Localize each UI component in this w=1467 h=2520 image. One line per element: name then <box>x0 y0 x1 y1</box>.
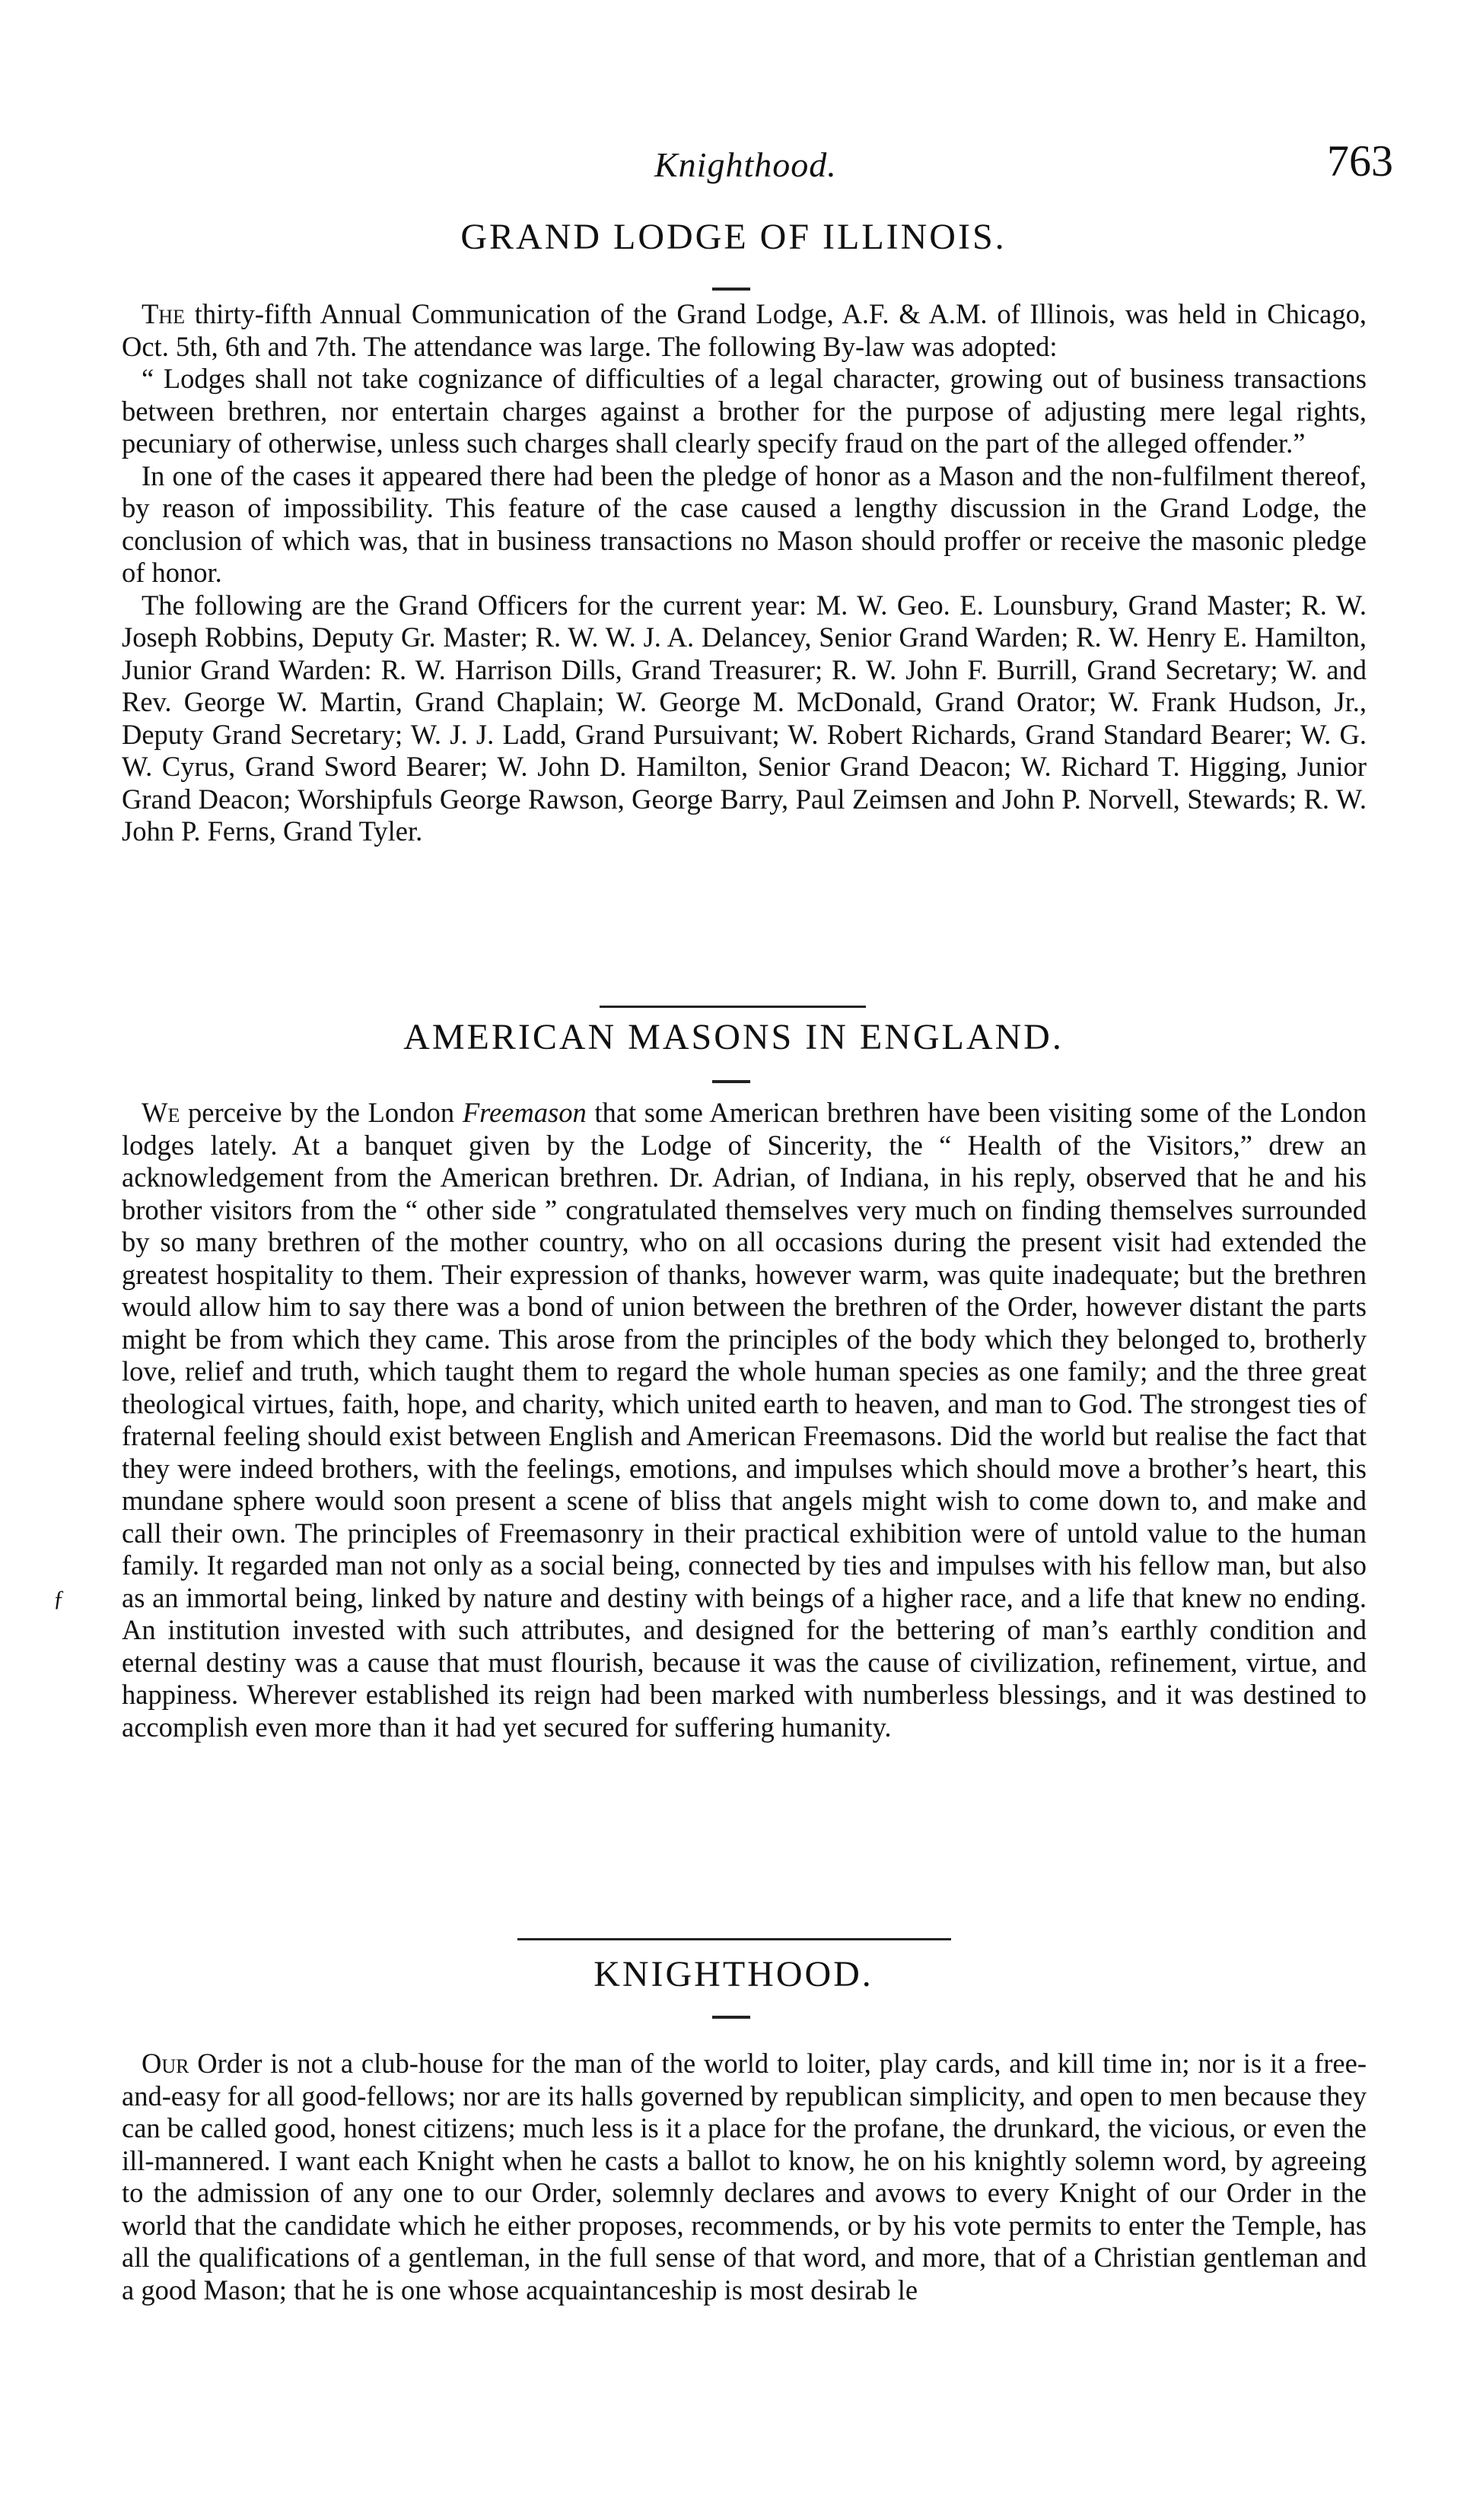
margin-mark: ƒ <box>53 1586 65 1611</box>
paragraph: “ Lodges shall not take cognizance of difficulties of a legal character, growing out of business transactions between brethren, nor entertain charges against a brother for the purpose of adjusting mere legal rights, pecuniary of otherwise, unless such charges shall clearly specify fraud on the part of the alleged offender.” <box>122 363 1367 459</box>
paragraph: In one of the cases it appeared there had been the pledge of honor as a Mason and the non-fulfilment thereof, by reason of impossibility. This feature of the case caused a lengthy discussion in the Grand Lodge, the conclusion of which was, that in business transactions no Mason should proffer or receive the masonic pledge of honor. <box>122 459 1367 588</box>
paragraph: The thirty-fifth Annual Communication of the Grand Lodge, A.F. & A.M. of Illinois, was held in Chicago, Oct. 5th, 6th and 7th. The attendance was large. The following By-law was adopted: <box>122 298 1367 362</box>
page-number: 763 <box>1327 136 1393 186</box>
section-heading-american-masons: AMERICAN MASONS IN ENGLAND. <box>403 1017 1064 1057</box>
paragraph: Our Order is not a club-house for the man of the world to loiter, play cards, and kill time in; nor is it a free-and-easy for all good-fellows; nor are its halls governed by republican simplicity, and open to men because they can be called good, honest citizens; much less is it a place for the profane, the drunkard, the vicious, or even the ill-mannered. I want each Knight when he casts a ballot to know, he on his knightly solemn word, by agreeing to the admission of any one to our Order, solemnly declares and avows to every Knight of our Order in the world that the candidate which he either proposes, recommends, or by his vote permits to enter the Temple, has all the qualifications of a gentleman, in the full sense of that word, and more, that of a Christian gentleman and a good Mason; that he is one whose acquaintanceship is most desirab le <box>122 2048 1367 2305</box>
heading-dash <box>712 288 750 291</box>
section-heading-knighthood: KNIGHTHOOD. <box>593 1954 874 1994</box>
running-title: Knighthood. <box>654 145 837 184</box>
section-rule <box>517 1938 951 1940</box>
section-rule <box>600 1006 866 1008</box>
running-head <box>0 135 1467 196</box>
section-heading-grand-lodge: GRAND LODGE OF ILLINOIS. <box>460 217 1007 257</box>
heading-dash <box>712 2016 750 2019</box>
section-grand-lodge-body <box>122 298 1367 848</box>
section-knighthood-body <box>122 2048 1367 2306</box>
paragraph: The following are the Grand Officers for the current year: M. W. Geo. E. Lounsbury, Grand Master; R. W. Joseph Robbins, Deputy Gr. Master; R. W. W. J. A. Delancey, Senior Grand Warden; R. W. Henry E. Hamilton, Junior Grand Warden: R. W. Harrison Dills, Grand Treasurer; R. W. John F. Burrill, Grand Secretary; W. and Rev. George W. Martin, Grand Chaplain; W. George M. McDonald, Grand Orator; W. Frank Hudson, Jr., Deputy Grand Secretary; W. J. J. Ladd, Grand Pursuivant; W. Robert Richards, Grand Standard Bearer; W. G. W. Cyrus, Grand Sword Bearer; W. John D. Hamilton, Senior Grand Deacon; W. Richard T. Higging, Junior Grand Deacon; Worshipfuls George Rawson, George Barry, Paul Zeimsen and John P. Norvell, Stewards; R. W. John P. Ferns, Grand Tyler. <box>122 589 1367 847</box>
section-american-masons-body <box>122 1097 1367 1743</box>
paragraph: We perceive by the London Freemason that some American brethren have been visiting some of the London lodges lately. At a banquet given by the Lodge of Sincerity, the “ Health of the Visitors,” drew an acknowledgement from the American brethren. Dr. Adrian, of Indiana, in his reply, observed that he and his brother visitors from the “ other side ” congratulated themselves very much on finding themselves surrounded by so many brethren of the mother country, who on all occasions during the present visit had extended the greatest hospitality to them. Their expression of thanks, however warm, was quite inadequate; but the brethren would allow him to say there was a bond of union between the brethren of the Order, however distant the parts might be from which they came. This arose from the principles of the body which they belonged to, brotherly love, relief and truth, which taught them to regard the whole human species as one family; and the three great theological virtues, faith, hope, and charity, which united earth to heaven, and man to God. The strongest ties of fraternal feeling should exist between English and American Freemasons. Did the world but realise the fact that they were indeed brothers, with the feelings, emotions, and impulses which should move a brother’s heart, this mundane sphere would soon present a scene of bliss that angels might wish to come down to, and make and call their own. The principles of Freemasonry in their practical exhibition were of untold value to the human family. It regarded man not only as a social being, connected by ties and impulses with his fellow man, but also as an immortal being, linked by nature and destiny with beings of a higher race, and a life that knew no ending. An institution invested with such attributes, and designed for the bettering of man’s earthly condition and eternal destiny was a cause that must flourish, because it was the cause of civilization, refinement, virtue, and happiness. Wherever established its reign had been marked with numberless blessings, and it was destined to accomplish even more than it had yet secured for suffering humanity. <box>122 1097 1367 1743</box>
heading-dash <box>712 1080 750 1083</box>
